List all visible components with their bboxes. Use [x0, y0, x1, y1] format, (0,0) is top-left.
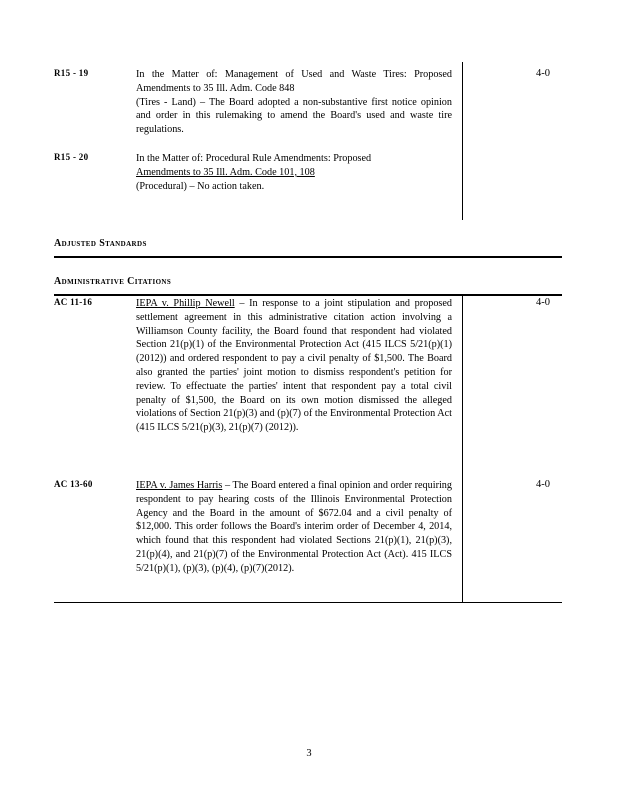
docket-number: R15 - 20	[54, 152, 89, 162]
vote-count: 4-0	[536, 68, 550, 79]
case-name: IEPA v. James Harris	[136, 480, 223, 491]
docket-number: AC 13-60	[54, 479, 93, 489]
section-rule	[54, 294, 562, 296]
matter-summary: (Tires - Land) – The Board adopted a non-substantive first notice opinion and order in this rulemaking to amend the Board's used and waste tire regulations.	[136, 96, 452, 136]
case-summary: – In response to a joint stipulation and proposed settlement agreement in this administrative citation action involving a Williamson County facility, the Board found that respondent had violated Section 21(p)(1) of the Environmental Protection Act (415 ILCS 5/21(p)(1) (2012)) and ordered respondent to pay a civil penalty of $1,500. The Board also granted the parties' joint motion to dismiss respondent's petition for review. To effectuate the parties' intent that respondent pay a total civil penalty of $1,500, the Board on its own motion dismissed the alleged violations of Section 21(p)(3) and (p)(7) of the Environmental Protection Act (415 ILCS 5/21(p)(3), 21(p)(7) (2012)).	[136, 298, 453, 434]
section-heading-adjusted-standards: Adjusted Standards	[54, 238, 147, 249]
case-name: IEPA v. Phillip Newell	[136, 298, 235, 309]
vote-count: 4-0	[536, 479, 550, 490]
column-divider	[462, 296, 463, 602]
page-number: 3	[306, 748, 312, 759]
matter-title: In the Matter of: Procedural Rule Amendments: Proposed	[136, 153, 372, 164]
table-bottom-rule	[54, 602, 562, 603]
matter-subtitle: Amendments to 35 Ill. Adm. Code 101, 108	[136, 166, 315, 178]
section-heading-administrative-citations: Administrative Citations	[54, 276, 172, 287]
matter-title: In the Matter of: Management of Used and Waste Tires: Proposed Amendments to 35 Ill. Adm. Code 848	[136, 69, 452, 94]
case-summary: – The Board entered a final opinion and order requiring respondent to pay hearing costs of the Illinois Environmental Protection Agency and the Board in the amount of $672.04 and a civil penalty of $12,000. This order follows the Board's interim order of December 4, 2014, which found that this respondent had violated Sections 21(p)(1), 21(p)(3), 21(p)(4), and 21(p)(7) of the Environmental Protection Act (Act). 415 ILCS 5/21(p)(1), (p)(3), (p)(4), (p)(7)(2012).	[136, 480, 452, 574]
docket-number: AC 11-16	[54, 297, 93, 307]
row-description	[136, 68, 452, 137]
vote-count: 4-0	[536, 297, 550, 308]
docket-number: R15 - 19	[54, 68, 89, 78]
column-divider	[462, 62, 463, 220]
row-description	[136, 297, 452, 435]
matter-summary: (Procedural) – No action taken.	[136, 180, 265, 192]
section-rule	[54, 256, 562, 258]
row-description	[136, 152, 452, 193]
row-description	[136, 479, 452, 576]
